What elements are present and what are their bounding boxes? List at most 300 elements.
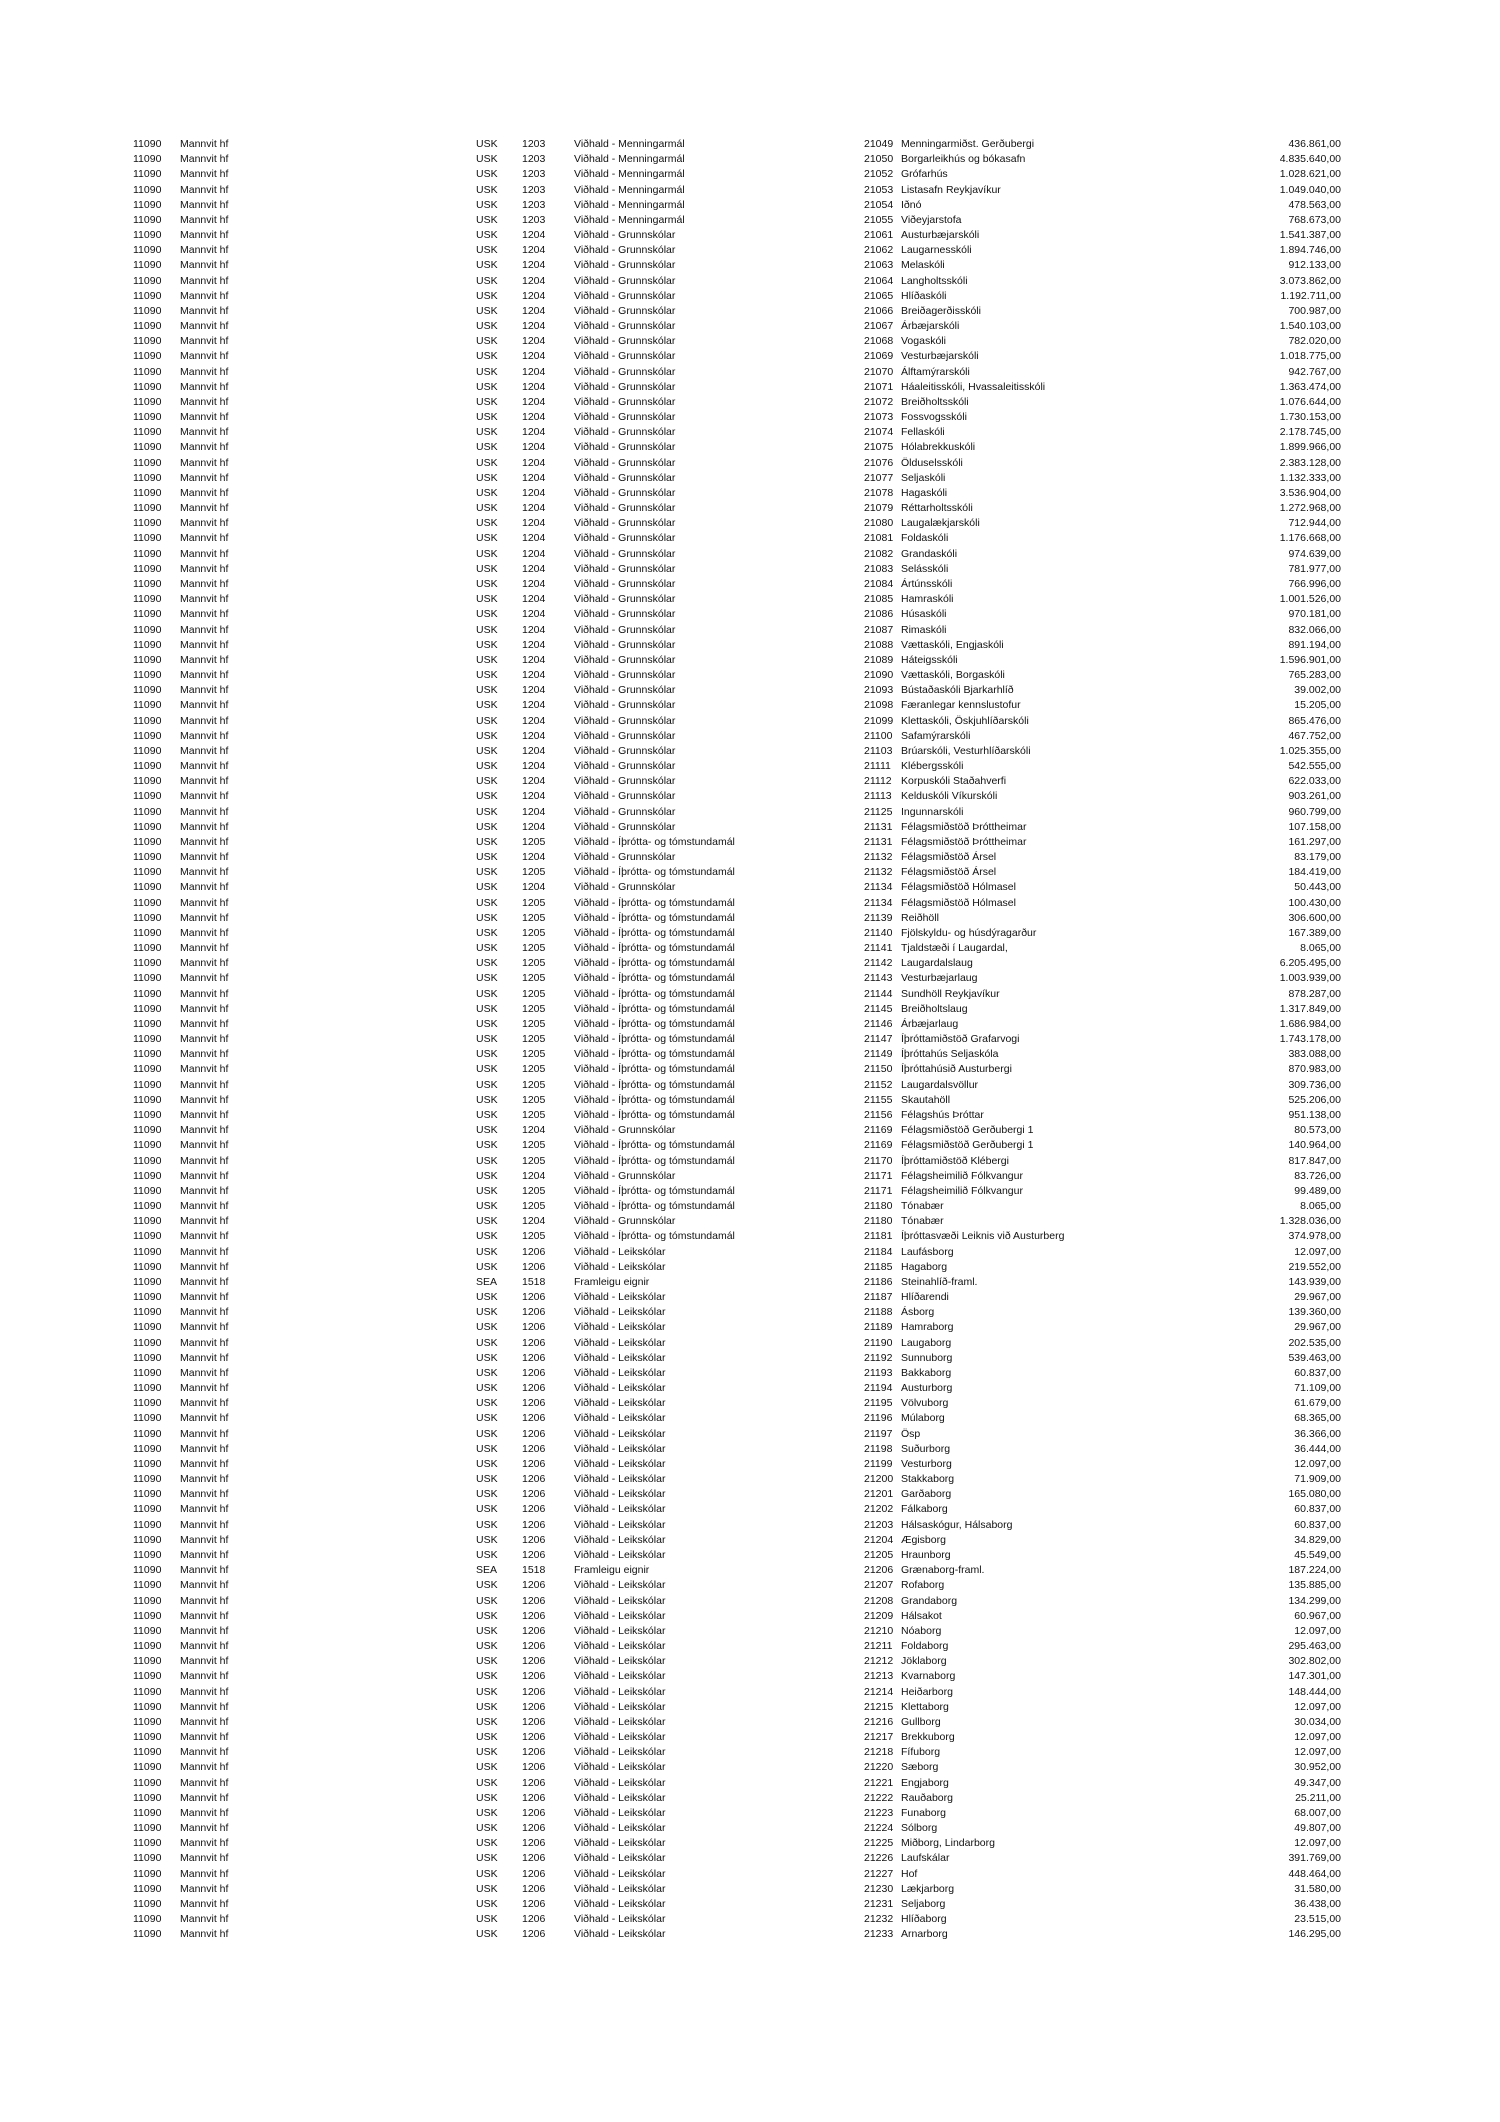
table-row	[0, 365, 1500, 380]
asset-name-cell: Breiðagerðisskóli	[901, 304, 981, 317]
asset-name-cell: Hraunborg	[901, 1548, 951, 1561]
vendor-id-cell: 11090	[133, 138, 162, 150]
cost-center-cell: 1205	[522, 1139, 546, 1152]
vendor-id-cell: 11090	[133, 1867, 162, 1880]
cost-center-cell: 1206	[522, 1806, 546, 1819]
vendor-name-cell: Mannvit hf	[180, 1533, 229, 1546]
vendor-name-cell: Mannvit hf	[180, 1321, 229, 1334]
asset-id-cell: 21202	[864, 1503, 894, 1516]
division-cell: SEA	[476, 1275, 498, 1288]
vendor-name-cell: Mannvit hf	[180, 1260, 229, 1273]
asset-id-cell: 21083	[864, 562, 894, 575]
amount-cell: 15.205,00	[1294, 699, 1341, 712]
vendor-name-cell: Mannvit hf	[180, 1837, 229, 1850]
cost-center-name-cell: Viðhald - Leikskólar	[574, 1306, 666, 1319]
vendor-id-cell: 11090	[133, 1169, 162, 1182]
vendor-id-cell: 11090	[133, 1913, 162, 1926]
asset-id-cell: 21055	[864, 213, 894, 226]
vendor-id-cell: 11090	[133, 1412, 162, 1425]
table-row	[0, 1229, 1500, 1244]
asset-name-cell: Gullborg	[901, 1715, 941, 1728]
cost-center-cell: 1204	[522, 805, 546, 818]
table-row	[0, 1351, 1500, 1366]
asset-name-cell: Laugalækjarskóli	[901, 517, 980, 530]
cost-center-cell: 1205	[522, 1109, 546, 1121]
division-cell: USK	[476, 1685, 498, 1698]
division-cell: USK	[476, 456, 498, 469]
asset-id-cell: 21062	[864, 244, 894, 257]
vendor-name-cell: Mannvit hf	[180, 138, 229, 150]
cost-center-name-cell: Viðhald - Leikskólar	[574, 1321, 666, 1334]
amount-cell: 107.158,00	[1288, 820, 1341, 833]
asset-id-cell: 21134	[864, 881, 893, 894]
cost-center-cell: 1206	[522, 1306, 546, 1319]
asset-id-cell: 21156	[864, 1109, 893, 1121]
division-cell: USK	[476, 1837, 498, 1850]
table-row	[0, 729, 1500, 744]
asset-id-cell: 21222	[864, 1791, 894, 1804]
cost-center-name-cell: Viðhald - Grunnskólar	[574, 411, 676, 424]
table-row	[0, 1654, 1500, 1669]
cost-center-name-cell: Viðhald - Grunnskólar	[574, 547, 676, 560]
vendor-name-cell: Mannvit hf	[180, 1761, 229, 1774]
vendor-id-cell: 11090	[133, 1640, 162, 1653]
division-cell: USK	[476, 1017, 498, 1030]
vendor-id-cell: 11090	[133, 1109, 162, 1121]
asset-id-cell: 21085	[864, 593, 894, 606]
cost-center-cell: 1204	[522, 562, 546, 575]
vendor-name-cell: Mannvit hf	[180, 577, 229, 590]
table-row	[0, 653, 1500, 668]
cost-center-cell: 1205	[522, 1033, 546, 1046]
table-row	[0, 1108, 1500, 1123]
table-row	[0, 395, 1500, 410]
cost-center-name-cell: Viðhald - Leikskólar	[574, 1457, 666, 1470]
vendor-id-cell: 11090	[133, 835, 162, 848]
amount-cell: 61.679,00	[1294, 1397, 1341, 1410]
division-cell: USK	[476, 1351, 498, 1364]
amount-cell: 374.978,00	[1288, 1230, 1341, 1243]
cost-center-cell: 1204	[522, 304, 546, 317]
cost-center-cell: 1203	[522, 138, 546, 150]
vendor-id-cell: 11090	[133, 1366, 162, 1379]
vendor-id-cell: 11090	[133, 1685, 162, 1698]
table-row	[0, 1927, 1500, 1942]
cost-center-name-cell: Viðhald - Grunnskólar	[574, 775, 676, 788]
amount-cell: 219.552,00	[1288, 1260, 1341, 1273]
vendor-id-cell: 11090	[133, 547, 162, 560]
amount-cell: 865.476,00	[1288, 714, 1341, 727]
vendor-name-cell: Mannvit hf	[180, 1169, 229, 1182]
division-cell: USK	[476, 1033, 498, 1046]
asset-id-cell: 21141	[864, 942, 893, 955]
division-cell: USK	[476, 1366, 498, 1379]
cost-center-cell: 1206	[522, 1791, 546, 1804]
table-row	[0, 1730, 1500, 1745]
table-row	[0, 152, 1500, 167]
cost-center-cell: 1206	[522, 1533, 546, 1546]
cost-center-cell: 1206	[522, 1457, 546, 1470]
cost-center-cell: 1204	[522, 623, 546, 636]
vendor-id-cell: 11090	[133, 168, 162, 181]
vendor-id-cell: 11090	[133, 441, 162, 454]
asset-id-cell: 21189	[864, 1321, 893, 1334]
amount-cell: 1.028.621,00	[1279, 168, 1341, 181]
cost-center-cell: 1206	[522, 1700, 546, 1713]
asset-name-cell: Félagsmiðstöð Hólmasel	[901, 881, 1016, 894]
asset-name-cell: Grandaborg	[901, 1594, 958, 1607]
cost-center-cell: 1204	[522, 517, 546, 530]
asset-id-cell: 21088	[864, 638, 894, 651]
asset-name-cell: Seljaborg	[901, 1897, 946, 1910]
table-row	[0, 1260, 1500, 1275]
division-cell: USK	[476, 1078, 498, 1091]
asset-id-cell: 21230	[864, 1882, 894, 1895]
table-row	[0, 1821, 1500, 1836]
amount-cell: 870.983,00	[1288, 1063, 1341, 1076]
asset-name-cell: Kvarnaborg	[901, 1670, 956, 1683]
table-row	[0, 1851, 1500, 1866]
table-row	[0, 1882, 1500, 1897]
cost-center-name-cell: Viðhald - Íþrótta- og tómstundamál	[574, 926, 735, 939]
division-cell: USK	[476, 1715, 498, 1728]
vendor-id-cell: 11090	[133, 213, 162, 226]
asset-name-cell: Íþróttahúsið Austurbergi	[901, 1063, 1012, 1076]
vendor-id-cell: 11090	[133, 1897, 162, 1910]
cost-center-name-cell: Viðhald - Grunnskólar	[574, 729, 676, 742]
asset-name-cell: Tónabær	[901, 1200, 944, 1213]
vendor-id-cell: 11090	[133, 486, 162, 499]
vendor-id-cell: 11090	[133, 1746, 162, 1759]
asset-name-cell: Seljaskóli	[901, 471, 946, 484]
amount-cell: 1.743.178,00	[1279, 1033, 1341, 1046]
asset-name-cell: Félagsmiðstöð Gerðubergi 1	[901, 1124, 1034, 1137]
asset-id-cell: 21075	[864, 441, 894, 454]
division-cell: USK	[476, 896, 498, 909]
vendor-id-cell: 11090	[133, 1594, 162, 1607]
asset-name-cell: Hagaskóli	[901, 486, 948, 499]
asset-name-cell: Sæborg	[901, 1761, 939, 1774]
cost-center-cell: 1204	[522, 441, 546, 454]
amount-cell: 951.138,00	[1288, 1109, 1341, 1121]
cost-center-name-cell: Viðhald - Grunnskólar	[574, 820, 676, 833]
division-cell: USK	[476, 1306, 498, 1319]
amount-cell: 1.001.526,00	[1279, 593, 1341, 606]
vendor-id-cell: 11090	[133, 320, 162, 333]
cost-center-cell: 1204	[522, 881, 546, 894]
amount-cell: 60.837,00	[1294, 1503, 1341, 1516]
division-cell: USK	[476, 1867, 498, 1880]
division-cell: USK	[476, 1503, 498, 1516]
cost-center-cell: 1204	[522, 714, 546, 727]
vendor-id-cell: 11090	[133, 1397, 162, 1410]
vendor-name-cell: Mannvit hf	[180, 1093, 229, 1106]
vendor-id-cell: 11090	[133, 1291, 162, 1304]
table-row	[0, 1639, 1500, 1654]
asset-id-cell: 21077	[864, 471, 894, 484]
vendor-name-cell: Mannvit hf	[180, 1928, 229, 1941]
vendor-id-cell: 11090	[133, 744, 162, 757]
asset-name-cell: Skautahöll	[901, 1093, 951, 1106]
asset-name-cell: Félagsmiðstöð Þróttheimar	[901, 835, 1027, 848]
vendor-id-cell: 11090	[133, 1321, 162, 1334]
division-cell: USK	[476, 1640, 498, 1653]
cost-center-name-cell: Viðhald - Grunnskólar	[574, 1169, 676, 1182]
amount-cell: 12.097,00	[1294, 1457, 1341, 1470]
vendor-name-cell: Mannvit hf	[180, 942, 229, 955]
vendor-id-cell: 11090	[133, 1518, 162, 1531]
cost-center-cell: 1204	[522, 577, 546, 590]
cost-center-cell: 1206	[522, 1867, 546, 1880]
cost-center-name-cell: Viðhald - Grunnskólar	[574, 335, 676, 348]
cost-center-cell: 1206	[522, 1882, 546, 1895]
vendor-id-cell: 11090	[133, 1791, 162, 1804]
cost-center-name-cell: Viðhald - Leikskólar	[574, 1488, 666, 1501]
amount-cell: 539.463,00	[1288, 1351, 1341, 1364]
amount-cell: 30.952,00	[1294, 1761, 1341, 1774]
asset-id-cell: 21090	[864, 669, 894, 682]
cost-center-name-cell: Viðhald - Íþrótta- og tómstundamál	[574, 1048, 735, 1061]
cost-center-name-cell: Viðhald - Grunnskólar	[574, 517, 676, 530]
division-cell: USK	[476, 760, 498, 773]
vendor-id-cell: 11090	[133, 729, 162, 742]
asset-id-cell: 21188	[864, 1306, 893, 1319]
asset-id-cell: 21074	[864, 426, 894, 439]
cost-center-cell: 1204	[522, 775, 546, 788]
asset-id-cell: 21203	[864, 1518, 894, 1531]
asset-name-cell: Ártúnsskóli	[901, 577, 953, 590]
amount-cell: 167.389,00	[1288, 926, 1341, 939]
division-cell: USK	[476, 1457, 498, 1470]
cost-center-cell: 1204	[522, 638, 546, 651]
vendor-name-cell: Mannvit hf	[180, 972, 229, 985]
amount-cell: 60.837,00	[1294, 1518, 1341, 1531]
cost-center-name-cell: Viðhald - Grunnskólar	[574, 1215, 676, 1228]
asset-id-cell: 21082	[864, 547, 894, 560]
amount-cell: 1.541.387,00	[1279, 229, 1341, 242]
amount-cell: 12.097,00	[1294, 1746, 1341, 1759]
table-row	[0, 516, 1500, 531]
asset-id-cell: 21207	[864, 1579, 894, 1592]
table-row	[0, 820, 1500, 835]
vendor-name-cell: Mannvit hf	[180, 532, 229, 545]
table-row	[0, 410, 1500, 425]
cost-center-cell: 1204	[522, 471, 546, 484]
asset-name-cell: Grænaborg-framl.	[901, 1564, 985, 1577]
asset-id-cell: 21131	[864, 835, 893, 848]
cost-center-name-cell: Viðhald - Menningarmál	[574, 213, 685, 226]
asset-name-cell: Félagsmiðstöð Hólmasel	[901, 896, 1016, 909]
vendor-id-cell: 11090	[133, 684, 162, 697]
vendor-name-cell: Mannvit hf	[180, 1275, 229, 1288]
vendor-id-cell: 11090	[133, 1306, 162, 1319]
vendor-id-cell: 11090	[133, 289, 162, 302]
asset-name-cell: Steinahlíð-framl.	[901, 1275, 978, 1288]
division-cell: USK	[476, 471, 498, 484]
asset-name-cell: Viðeyjarstofa	[901, 213, 962, 226]
asset-id-cell: 21150	[864, 1063, 893, 1076]
table-row	[0, 1123, 1500, 1138]
table-row	[0, 592, 1500, 607]
cost-center-name-cell: Viðhald - Leikskólar	[574, 1397, 666, 1410]
vendor-name-cell: Mannvit hf	[180, 1351, 229, 1364]
cost-center-cell: 1206	[522, 1776, 546, 1789]
cost-center-cell: 1206	[522, 1594, 546, 1607]
cost-center-name-cell: Viðhald - Leikskólar	[574, 1351, 666, 1364]
table-row	[0, 683, 1500, 698]
cost-center-cell: 1205	[522, 1154, 546, 1167]
vendor-name-cell: Mannvit hf	[180, 320, 229, 333]
cost-center-cell: 1204	[522, 502, 546, 515]
division-cell: USK	[476, 775, 498, 788]
asset-name-cell: Breiðholtsskóli	[901, 395, 969, 408]
asset-id-cell: 21208	[864, 1594, 894, 1607]
vendor-id-cell: 11090	[133, 1002, 162, 1015]
amount-cell: 903.261,00	[1288, 790, 1341, 803]
asset-id-cell: 21231	[864, 1897, 894, 1910]
division-cell: USK	[476, 259, 498, 272]
table-row	[0, 304, 1500, 319]
cost-center-name-cell: Viðhald - Leikskólar	[574, 1412, 666, 1425]
amount-cell: 50.443,00	[1294, 881, 1341, 894]
vendor-name-cell: Mannvit hf	[180, 1609, 229, 1622]
division-cell: USK	[476, 304, 498, 317]
table-row	[0, 926, 1500, 941]
cost-center-cell: 1204	[522, 365, 546, 378]
cost-center-name-cell: Viðhald - Grunnskólar	[574, 669, 676, 682]
asset-name-cell: Iðnó	[901, 198, 922, 211]
table-row	[0, 850, 1500, 865]
table-row	[0, 501, 1500, 516]
vendor-name-cell: Mannvit hf	[180, 1200, 229, 1213]
cost-center-cell: 1206	[522, 1715, 546, 1728]
amount-cell: 165.080,00	[1288, 1488, 1341, 1501]
cost-center-cell: 1205	[522, 942, 546, 955]
asset-id-cell: 21099	[864, 714, 894, 727]
vendor-name-cell: Mannvit hf	[180, 608, 229, 621]
amount-cell: 147.301,00	[1288, 1670, 1341, 1683]
amount-cell: 36.444,00	[1294, 1442, 1341, 1455]
division-cell: USK	[476, 820, 498, 833]
amount-cell: 25.211,00	[1295, 1791, 1341, 1804]
cost-center-name-cell: Viðhald - Íþrótta- og tómstundamál	[574, 1002, 735, 1015]
vendor-name-cell: Mannvit hf	[180, 1655, 229, 1668]
vendor-name-cell: Mannvit hf	[180, 1017, 229, 1030]
vendor-id-cell: 11090	[133, 1275, 162, 1288]
amount-cell: 1.328.036,00	[1279, 1215, 1341, 1228]
table-row	[0, 638, 1500, 653]
division-cell: USK	[476, 987, 498, 1000]
asset-name-cell: Funaborg	[901, 1806, 946, 1819]
cost-center-name-cell: Viðhald - Grunnskólar	[574, 532, 676, 545]
table-row	[0, 1396, 1500, 1411]
asset-name-cell: Háaleitisskóli, Hvassaleitisskóli	[901, 380, 1046, 393]
asset-name-cell: Fjölskyldu- og húsdýragarður	[901, 926, 1037, 939]
asset-id-cell: 21061	[864, 229, 894, 242]
division-cell: USK	[476, 213, 498, 226]
cost-center-cell: 1206	[522, 1731, 546, 1744]
amount-cell: 100.430,00	[1288, 896, 1341, 909]
asset-name-cell: Réttarholtsskóli	[901, 502, 973, 515]
cost-center-name-cell: Viðhald - Leikskólar	[574, 1852, 666, 1865]
vendor-name-cell: Mannvit hf	[180, 638, 229, 651]
cost-center-name-cell: Viðhald - Leikskólar	[574, 1776, 666, 1789]
asset-id-cell: 21181	[864, 1230, 893, 1243]
cost-center-cell: 1204	[522, 1124, 546, 1137]
table-row	[0, 167, 1500, 182]
asset-name-cell: Félagsmiðstöð Gerðubergi 1	[901, 1139, 1034, 1152]
division-cell: USK	[476, 1124, 498, 1137]
vendor-name-cell: Mannvit hf	[180, 760, 229, 773]
cost-center-cell: 1206	[522, 1518, 546, 1531]
cost-center-name-cell: Viðhald - Íþrótta- og tómstundamál	[574, 835, 735, 848]
amount-cell: 391.769,00	[1288, 1852, 1341, 1865]
cost-center-cell: 1206	[522, 1260, 546, 1273]
cost-center-name-cell: Viðhald - Leikskólar	[574, 1291, 666, 1304]
asset-name-cell: Fálkaborg	[901, 1503, 948, 1516]
vendor-id-cell: 11090	[133, 1260, 162, 1273]
vendor-id-cell: 11090	[133, 1655, 162, 1668]
cost-center-name-cell: Viðhald - Grunnskólar	[574, 714, 676, 727]
asset-id-cell: 21067	[864, 320, 894, 333]
vendor-id-cell: 11090	[133, 274, 162, 287]
cost-center-cell: 1206	[522, 1351, 546, 1364]
vendor-name-cell: Mannvit hf	[180, 1897, 229, 1910]
division-cell: USK	[476, 1473, 498, 1486]
vendor-name-cell: Mannvit hf	[180, 775, 229, 788]
asset-name-cell: Arnarborg	[901, 1928, 948, 1941]
cost-center-cell: 1204	[522, 229, 546, 242]
division-cell: USK	[476, 274, 498, 287]
amount-cell: 1.049.040,00	[1279, 183, 1341, 196]
cost-center-cell: 1206	[522, 1442, 546, 1455]
vendor-id-cell: 11090	[133, 395, 162, 408]
cost-center-name-cell: Framleigu eignir	[574, 1564, 650, 1577]
asset-id-cell: 21225	[864, 1837, 894, 1850]
division-cell: USK	[476, 669, 498, 682]
amount-cell: 781.977,00	[1288, 562, 1341, 575]
amount-cell: 39.002,00	[1294, 684, 1341, 697]
table-row	[0, 1776, 1500, 1791]
division-cell: USK	[476, 1442, 498, 1455]
vendor-name-cell: Mannvit hf	[180, 1215, 229, 1228]
amount-cell: 161.297,00	[1288, 835, 1341, 848]
vendor-id-cell: 11090	[133, 502, 162, 515]
asset-name-cell: Tónabær	[901, 1215, 944, 1228]
table-row	[0, 531, 1500, 546]
cost-center-name-cell: Viðhald - Grunnskólar	[574, 274, 676, 287]
amount-cell: 467.752,00	[1288, 729, 1341, 742]
vendor-name-cell: Mannvit hf	[180, 1624, 229, 1637]
table-row	[0, 577, 1500, 592]
table-row	[0, 1366, 1500, 1381]
cost-center-cell: 1206	[522, 1685, 546, 1698]
cost-center-name-cell: Viðhald - Leikskólar	[574, 1913, 666, 1926]
asset-name-cell: Selásskóli	[901, 562, 949, 575]
vendor-name-cell: Mannvit hf	[180, 1882, 229, 1895]
asset-name-cell: Árbæjarlaug	[901, 1017, 959, 1030]
table-row	[0, 1305, 1500, 1320]
vendor-name-cell: Mannvit hf	[180, 380, 229, 393]
asset-id-cell: 21204	[864, 1533, 894, 1546]
division-cell: USK	[476, 577, 498, 590]
asset-id-cell: 21063	[864, 259, 894, 272]
vendor-name-cell: Mannvit hf	[180, 1776, 229, 1789]
amount-cell: 184.419,00	[1288, 866, 1341, 879]
cost-center-name-cell: Viðhald - Íþrótta- og tómstundamál	[574, 987, 735, 1000]
vendor-id-cell: 11090	[133, 911, 162, 924]
cost-center-name-cell: Viðhald - Íþrótta- og tómstundamál	[574, 896, 735, 909]
